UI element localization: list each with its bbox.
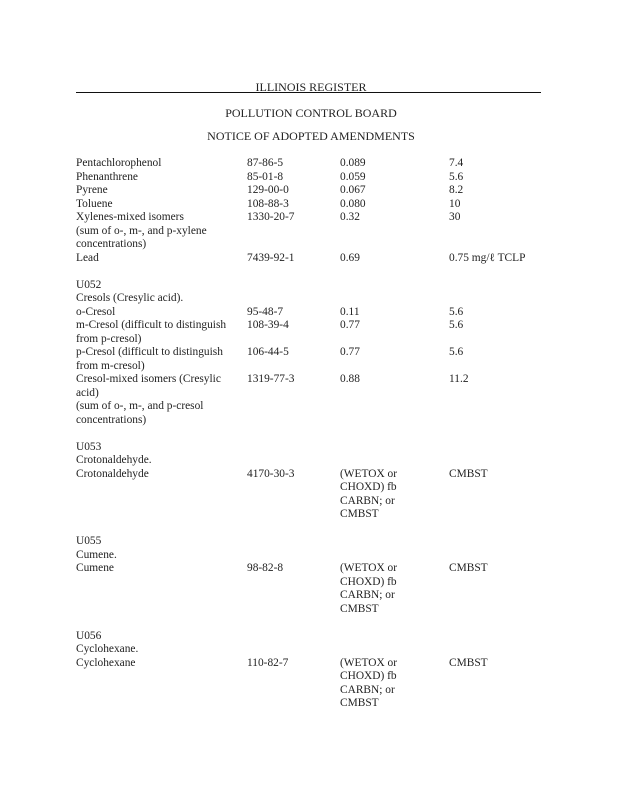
waste-code: U056 [76, 629, 102, 642]
constituent-name-line: concentrations) [76, 238, 147, 250]
constituent-name-line: (sum of o-, m-, and p-xylene [76, 224, 207, 237]
nonwastewater-standard-line: 5.6 [449, 170, 464, 183]
constituent-name [76, 211, 247, 252]
cas-number [247, 306, 340, 320]
nonwastewater-standard-line: 8.2 [449, 184, 464, 196]
nonwastewater-standard [449, 346, 549, 360]
table-row [76, 211, 556, 252]
constituent-name-line: acid) [76, 386, 99, 399]
table-row [76, 306, 556, 320]
table-row [76, 184, 556, 198]
constituent-name-line: from p-cresol) [76, 332, 142, 345]
cas-number-line: 106-44-5 [247, 346, 289, 358]
constituent-name [76, 657, 247, 671]
wastewater-standard-line: 0.059 [340, 170, 366, 183]
constituent-name [76, 184, 247, 198]
nonwastewater-standard [449, 252, 549, 266]
header-rule [76, 92, 541, 93]
wastewater-standard-line: CMBST [340, 508, 379, 520]
table-row [76, 346, 556, 373]
wastewater-standard [340, 252, 449, 266]
constituent-name [76, 171, 247, 185]
constituent-name [76, 319, 247, 346]
constituent-name-line: from m-cresol) [76, 359, 145, 372]
cas-number [247, 157, 340, 171]
waste-title: Crotonaldehyde. [76, 454, 152, 466]
cas-number-line: 129-00-0 [247, 184, 289, 196]
nonwastewater-standard [449, 198, 549, 212]
constituent-name-line: concentrations) [76, 413, 147, 426]
nonwastewater-standard-line: 5.6 [449, 346, 464, 358]
cas-number [247, 198, 340, 212]
nonwastewater-standard-line: 5.6 [449, 305, 464, 318]
nonwastewater-standard [449, 468, 549, 482]
nonwastewater-standard [449, 184, 549, 198]
cas-number-line: 110-82-7 [247, 656, 289, 669]
cas-number [247, 319, 340, 333]
nonwastewater-standard-line: 10 [449, 197, 461, 210]
wastewater-standard [340, 306, 449, 320]
nonwastewater-standard [449, 657, 549, 671]
table-row [76, 319, 556, 346]
spacer [76, 616, 556, 630]
nonwastewater-standard-line: CMBST [449, 656, 488, 669]
constituent-name [76, 157, 247, 171]
wastewater-standard-line: CHOXD) fb [340, 481, 397, 493]
constituent-name-line: o-Cresol [76, 305, 116, 318]
constituent-name-line: Toluene [76, 197, 113, 210]
wastewater-standard [340, 319, 449, 333]
spacer [76, 522, 556, 536]
cas-number-line: 4170-30-3 [247, 467, 295, 480]
wastewater-standard-line: 0.080 [340, 197, 366, 210]
nonwastewater-standard [449, 373, 549, 387]
waste-code: U052 [76, 278, 102, 291]
constituent-name-line: Crotonaldehyde [76, 467, 149, 480]
cas-number [247, 373, 340, 387]
wastewater-standard-line: 0.77 [340, 346, 360, 358]
constituent-name-line: Xylenes-mixed isomers [76, 211, 184, 223]
wastewater-standard-line: CARBN; or [340, 683, 395, 696]
wastewater-standard-line: (WETOX or [340, 467, 398, 480]
constituent-name-line: Phenanthrene [76, 170, 138, 183]
constituent-name [76, 198, 247, 212]
cas-number-line: 98-82-8 [247, 562, 284, 574]
wastewater-standard [340, 171, 449, 185]
nonwastewater-standard-line: CMBST [449, 562, 488, 574]
nonwastewater-standard [449, 171, 549, 185]
table-row [76, 468, 556, 522]
wastewater-standard [340, 562, 449, 616]
wastewater-standard-line: 0.69 [340, 251, 360, 264]
waste-code: U053 [76, 440, 102, 453]
nonwastewater-standard-line: 5.6 [449, 319, 464, 331]
cas-number [247, 468, 340, 482]
waste-title: Cyclohexane. [76, 643, 139, 655]
constituent-name [76, 306, 247, 320]
cas-number-line: 95-48-7 [247, 305, 284, 318]
waste-title: Cumene. [76, 548, 117, 561]
nonwastewater-standard [449, 562, 549, 576]
constituent-name [76, 468, 247, 482]
wastewater-standard-line: (WETOX or [340, 656, 398, 669]
cas-number [247, 346, 340, 360]
wastewater-standard-line: CARBN; or [340, 589, 395, 601]
table-row [76, 657, 556, 711]
nonwastewater-standard-line: 7.4 [449, 157, 464, 169]
constituent-name-line: Pentachlorophenol [76, 157, 162, 169]
cas-number [247, 252, 340, 266]
wastewater-standard-line: 0.11 [340, 305, 360, 318]
table-row [76, 171, 556, 185]
table-row [76, 157, 556, 171]
board-name: POLLUTION CONTROL BOARD [225, 106, 397, 120]
wastewater-standard [340, 373, 449, 387]
nonwastewater-standard-line: 0.75 mg/ℓ TCLP [449, 251, 526, 264]
constituent-name-line: Pyrene [76, 184, 108, 196]
nonwastewater-standard [449, 211, 549, 225]
waste-title: Cresols (Cresylic acid). [76, 292, 184, 304]
constituent-name-line: p-Cresol (difficult to distinguish [76, 346, 223, 358]
wastewater-standard-line: 0.77 [340, 319, 360, 331]
constituent-name-line: Cresol-mixed isomers (Cresylic [76, 373, 221, 385]
wastewater-standard-line: (WETOX or [340, 562, 398, 574]
wastewater-standard-line: CARBN; or [340, 494, 395, 507]
constituent-name-line: Cyclohexane [76, 656, 136, 669]
cas-number [247, 657, 340, 671]
wastewater-standard-line: CHOXD) fb [340, 575, 397, 588]
cas-number-line: 108-88-3 [247, 197, 289, 210]
wastewater-standard-line: CMBST [340, 602, 379, 615]
table-row [76, 198, 556, 212]
table-row [76, 252, 556, 266]
cas-number [247, 171, 340, 185]
nonwastewater-standard-line: 11.2 [449, 373, 469, 385]
cas-number-line: 87-86-5 [247, 157, 284, 169]
wastewater-standard [340, 211, 449, 225]
cas-number-line: 85-01-8 [247, 170, 284, 183]
wastewater-standard-line: 0.067 [340, 184, 366, 196]
register-title: ILLINOIS REGISTER [255, 80, 367, 94]
wastewater-standard-line: CHOXD) fb [340, 670, 397, 682]
cas-number-line: 7439-92-1 [247, 251, 295, 264]
constituent-name-line: m-Cresol (difficult to distinguish [76, 319, 227, 331]
table-row [76, 373, 556, 427]
waste-code: U055 [76, 535, 102, 547]
cas-number-line: 1330-20-7 [247, 211, 295, 223]
nonwastewater-standard-line: CMBST [449, 467, 488, 480]
spacer [76, 265, 556, 279]
wastewater-standard [340, 346, 449, 360]
spacer [76, 427, 556, 441]
nonwastewater-standard [449, 306, 549, 320]
wastewater-standard-line: 0.88 [340, 373, 360, 385]
cas-number [247, 184, 340, 198]
wastewater-standard [340, 157, 449, 171]
constituent-name [76, 346, 247, 373]
nonwastewater-standard [449, 157, 549, 171]
cas-number [247, 211, 340, 225]
nonwastewater-standard-line: 30 [449, 211, 461, 223]
nonwastewater-standard [449, 319, 549, 333]
wastewater-standard [340, 198, 449, 212]
wastewater-standard [340, 657, 449, 711]
constituent-name-line: (sum of o-, m-, and p-cresol [76, 400, 204, 412]
constituent-name [76, 252, 247, 266]
constituent-name [76, 562, 247, 576]
cas-number-line: 1319-77-3 [247, 373, 295, 385]
table-row [76, 562, 556, 616]
wastewater-standard [340, 468, 449, 522]
cas-number-line: 108-39-4 [247, 319, 289, 331]
wastewater-standard-line: 0.089 [340, 157, 366, 169]
constituent-name [76, 373, 247, 427]
cas-number [247, 562, 340, 576]
constituent-table [76, 157, 556, 711]
notice-title: NOTICE OF ADOPTED AMENDMENTS [207, 129, 415, 143]
constituent-name-line: Cumene [76, 562, 114, 574]
wastewater-standard-line: 0.32 [340, 211, 360, 223]
constituent-name-line: Lead [76, 251, 99, 264]
wastewater-standard [340, 184, 449, 198]
wastewater-standard-line: CMBST [340, 697, 379, 709]
